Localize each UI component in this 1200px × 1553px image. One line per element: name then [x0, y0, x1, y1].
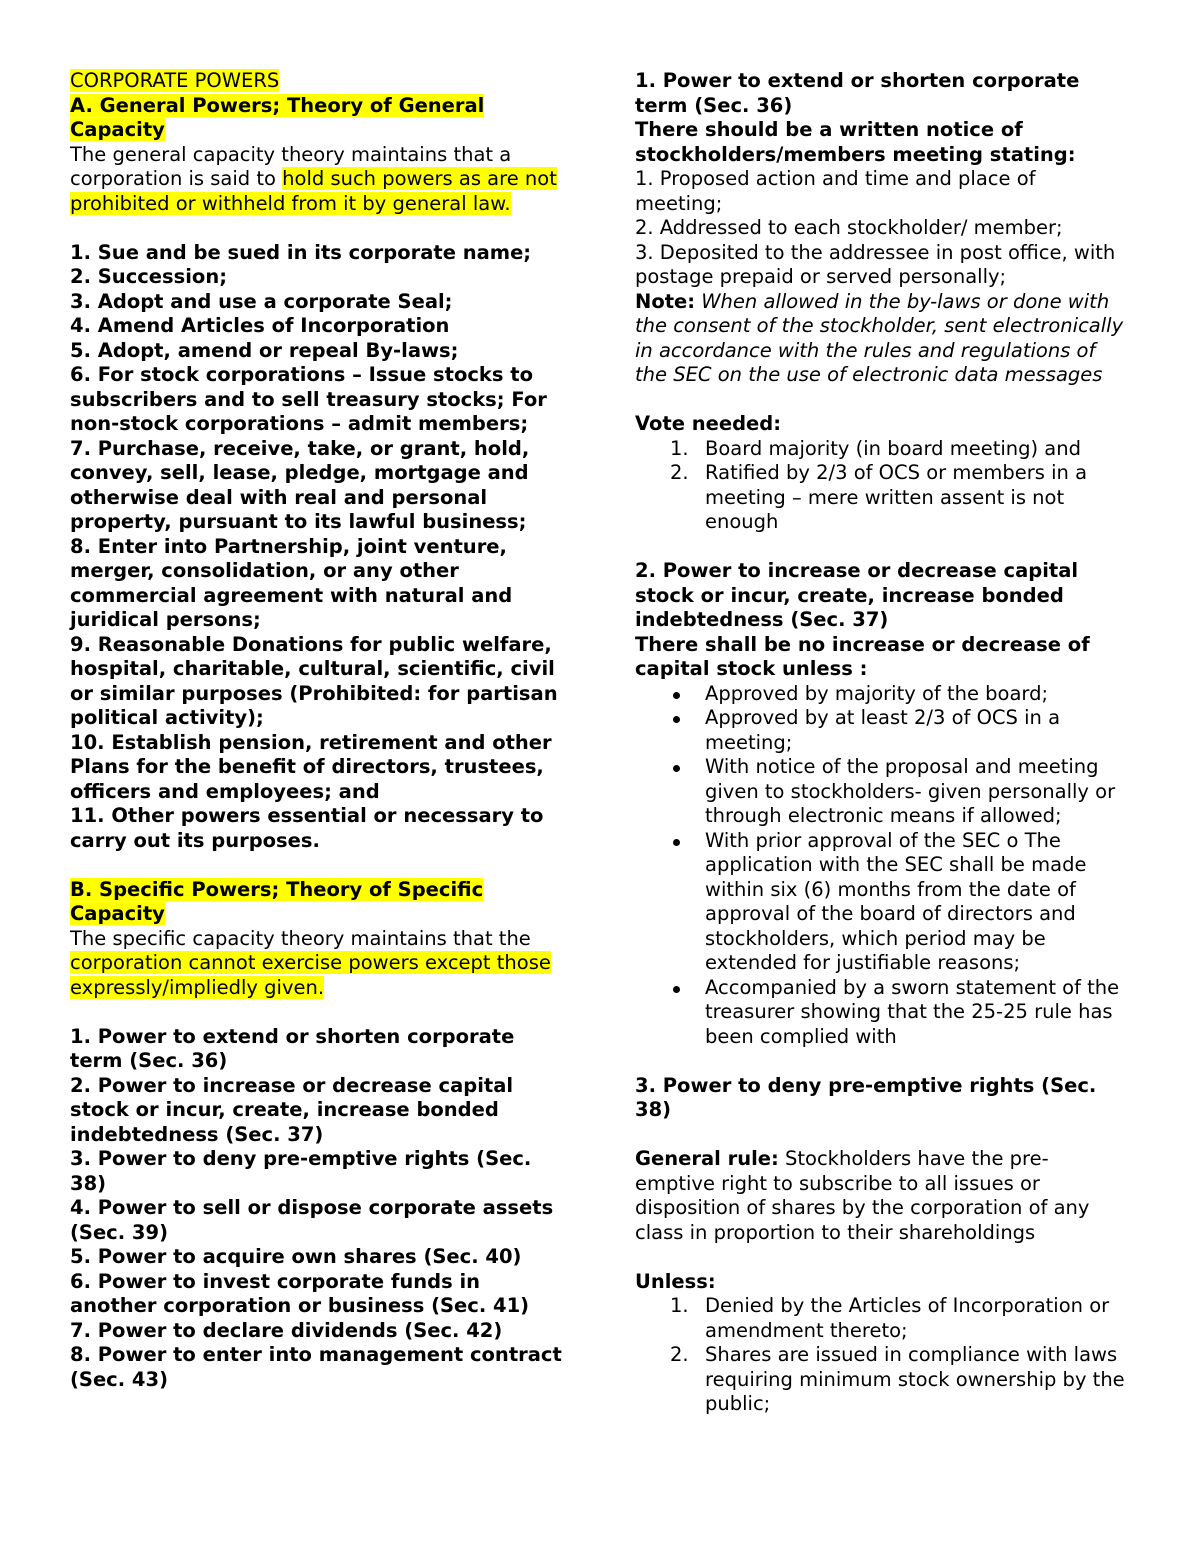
section-2-heading: 2. Power to increase or decrease capital [635, 559, 1079, 582]
list-marker: 1. [670, 436, 689, 460]
list-item: convey, sell, lease, pledge, mortgage and [70, 461, 529, 484]
bullet-text: been complied with [705, 1024, 897, 1048]
paragraph-line [70, 976, 580, 1001]
list-item: 7. Purchase, receive, take, or grant, hold, [70, 436, 530, 460]
list-item: 1. Sue and be sued in its corporate name; [70, 240, 532, 264]
section-3-heading-cont: 38) [635, 1098, 672, 1121]
notice-item: 2. Addressed to each stockholder/ member; [635, 216, 1063, 239]
note-label: Note: [635, 289, 696, 313]
list-item: political activity); [70, 706, 264, 729]
vote-item [635, 437, 1135, 462]
general-rule-line [635, 1147, 1135, 1172]
spacer [70, 216, 580, 241]
list-item: 38) [70, 1171, 107, 1195]
highlighted-text: expressly/impliedly given. [70, 975, 325, 999]
notice-item: 3. Deposited to the addressee in post office, with [635, 240, 1116, 264]
bullet-text: meeting; [705, 730, 793, 754]
note-text: the SEC on the use of electronic data messages [635, 363, 1103, 386]
list-marker: 2. [670, 461, 689, 484]
list-item: 7. Power to declare dividends (Sec. 42) [70, 1318, 503, 1342]
list-item: hospital, charitable, cultural, scientific, civil [70, 657, 555, 680]
bullet-text: application with the SEC shall be made [705, 853, 1087, 876]
list-item: 10. Establish pension, retirement and other [70, 730, 552, 754]
notice-requirement-cont: stockholders/members meeting stating: [635, 142, 1076, 166]
general-rule-text: Stockholders have the pre- [778, 1147, 1049, 1170]
notice-item: 1. Proposed action and time and place of [635, 167, 1036, 190]
list-text: public; [705, 1392, 771, 1415]
bullet-text: With prior approval of the SEC o The [705, 828, 1061, 852]
note-text: in accordance with the rules and regulations of [635, 338, 1096, 362]
list-item: indebtedness (Sec. 37) [70, 1122, 324, 1146]
spacer [635, 1049, 1135, 1074]
bullet-text: extended for justifiable reasons; [705, 951, 1021, 974]
vote-needed-label: Vote needed: [635, 412, 782, 435]
general-powers-list [70, 241, 580, 854]
paragraph-line [70, 192, 580, 217]
list-text: enough [705, 510, 779, 533]
bullet-text: stockholders, which period may be [705, 926, 1046, 950]
list-text: requiring minimum stock ownership by the [705, 1367, 1125, 1391]
list-item: (Sec. 43) [70, 1367, 168, 1391]
paragraph-line: The general capacity theory maintains that a [70, 142, 512, 166]
unless-item [635, 1294, 1135, 1343]
paragraph-line [70, 951, 580, 976]
list-item: 8. Power to enter into management contract [70, 1343, 562, 1366]
bullet-text: approval of the board of directors and [705, 902, 1076, 925]
list-item: 6. For stock corporations – Issue stocks to [70, 363, 533, 386]
bullet-text: within six (6) months from the date of [705, 877, 1076, 901]
right-column [635, 69, 1135, 1417]
bullet-item [635, 755, 1135, 829]
list-item: property, pursuant to its lawful business; [70, 510, 527, 533]
list-item: non-stock corporations – admit members; [70, 412, 529, 435]
list-text: Board majority (in board meeting) and [705, 436, 1081, 460]
unless-label: Unless: [635, 1269, 716, 1293]
general-rule-label: General rule: [635, 1147, 779, 1170]
list-text: Ratified by 2/3 of OCS or members in a [705, 461, 1088, 484]
section-a-heading-line-1 [70, 94, 580, 119]
section-1-heading-cont: term (Sec. 36) [635, 93, 793, 117]
specific-powers-list [70, 1025, 580, 1393]
spacer [70, 1000, 580, 1025]
list-item: 1. Power to extend or shorten corporate [70, 1024, 515, 1048]
bullet-item [635, 682, 1135, 707]
bullet-text: treasurer showing that the 25-25 rule has [705, 1000, 1113, 1023]
bullet-icon [673, 692, 680, 699]
list-item: (Sec. 39) [70, 1220, 168, 1244]
list-item: otherwise deal with real and personal [70, 485, 488, 509]
section-2-heading-cont: stock or incur, create, increase bonded [635, 583, 1064, 607]
bullet-text: Accompanied by a sworn statement of the [705, 975, 1120, 999]
section-1-heading: 1. Power to extend or shorten corporate [635, 69, 1080, 92]
general-rule-text: emptive right to subscribe to all issues or [635, 1171, 1040, 1195]
bullet-item [635, 829, 1135, 976]
bullet-icon [673, 765, 680, 772]
list-item: merger, consolidation, or any other [70, 559, 459, 582]
list-item: or similar purposes (Prohibited: for partisan [70, 681, 558, 705]
section-3-heading: 3. Power to deny pre-emptive rights (Sec. [635, 1073, 1097, 1097]
bullet-text: Approved by at least 2/3 of OCS in a [705, 706, 1061, 729]
spacer [635, 1245, 1135, 1270]
bullet-item [635, 706, 1135, 755]
list-marker: 2. [670, 1343, 689, 1366]
list-item: commercial agreement with natural and [70, 583, 513, 607]
section-2-heading-cont: indebtedness (Sec. 37) [635, 608, 889, 631]
bullet-item [635, 976, 1135, 1050]
section-a-heading-line-2 [70, 118, 580, 143]
highlighted-text: prohibited or withheld from it by general law. [70, 191, 511, 215]
general-rule-text: disposition of shares by the corporation of any [635, 1196, 1090, 1219]
notice-requirement: There should be a written notice of [635, 118, 1023, 141]
paragraph-line: The specific capacity theory maintains that the [70, 926, 531, 950]
section-b-heading-line-1 [70, 878, 580, 903]
list-item: officers and employees; and [70, 779, 380, 803]
list-text: meeting – mere written assent is not [705, 485, 1065, 509]
list-item: 2. Succession; [70, 265, 228, 288]
list-item: juridical persons; [70, 608, 261, 631]
general-rule-text: class in proportion to their shareholdings [635, 1220, 1036, 1244]
vote-item [635, 461, 1135, 535]
list-item: subscribers and to sell treasury stocks; For [70, 387, 547, 411]
highlighted-text: hold such powers as are not [282, 167, 557, 190]
list-item: 4. Power to sell or dispose corporate assets [70, 1196, 554, 1219]
left-column [70, 69, 580, 1392]
list-text: Denied by the Articles of Incorporation or [705, 1294, 1110, 1317]
note-text: When allowed in the by-laws or done with [695, 289, 1110, 313]
highlighted-text: corporation cannot exercise powers except those [70, 951, 551, 974]
bullet-text: Approved by majority of the board; [705, 681, 1049, 705]
note-text: the consent of the stockholder, sent electronically [635, 314, 1124, 337]
list-item: another corporation or business (Sec. 41) [70, 1294, 530, 1317]
list-item: carry out its purposes. [70, 828, 320, 852]
list-item: 5. Power to acquire own shares (Sec. 40) [70, 1245, 522, 1268]
section-b-heading: B. Specific Powers; Theory of Specific [70, 877, 484, 901]
section-a-heading-cont: Capacity [70, 118, 165, 141]
section-a-heading: A. General Powers; Theory of General [70, 93, 485, 117]
bullet-icon [673, 716, 680, 723]
bullet-text: through electronic means if allowed; [705, 804, 1062, 827]
bullet-text: given to stockholders- given personally or [705, 779, 1116, 803]
list-item: 9. Reasonable Donations for public welfare, [70, 632, 552, 656]
notice-item: postage prepaid or served personally; [635, 265, 1007, 288]
list-item: 6. Power to invest corporate funds in [70, 1269, 481, 1293]
list-item: 8. Enter into Partnership, joint venture, [70, 534, 507, 558]
list-item: 2. Power to increase or decrease capital [70, 1073, 514, 1097]
list-item: term (Sec. 36) [70, 1049, 228, 1072]
list-item: 3. Power to deny pre-emptive rights (Sec. [70, 1147, 532, 1170]
bullet-icon [673, 986, 680, 993]
spacer [635, 535, 1135, 560]
unless-item [635, 1343, 1135, 1417]
list-text: Shares are issued in compliance with laws [705, 1343, 1118, 1366]
capital-stock-rule-cont: capital stock unless : [635, 657, 868, 680]
bullet-icon [673, 839, 680, 846]
note-line [635, 290, 1135, 315]
spacer [635, 388, 1135, 413]
document-title: CORPORATE POWERS [70, 69, 280, 92]
list-item: 11. Other powers essential or necessary to [70, 804, 544, 827]
list-item: 5. Adopt, amend or repeal By-laws; [70, 338, 459, 362]
paragraph-line [70, 167, 580, 192]
spacer [635, 1123, 1135, 1148]
bullet-text: With notice of the proposal and meeting [705, 755, 1099, 778]
section-b-heading-line-2 [70, 902, 580, 927]
list-text: amendment thereto; [705, 1318, 908, 1342]
capital-stock-rule: There shall be no increase or decrease of [635, 632, 1090, 656]
notice-item: meeting; [635, 191, 723, 215]
list-item: 4. Amend Articles of Incorporation [70, 314, 450, 337]
list-item: 3. Adopt and use a corporate Seal; [70, 289, 453, 313]
title-line [70, 69, 580, 94]
spacer [70, 853, 580, 878]
list-item: stock or incur, create, increase bonded [70, 1098, 499, 1121]
text-run: corporation is said to [70, 167, 283, 190]
list-marker: 1. [670, 1294, 689, 1317]
section-b-heading-cont: Capacity [70, 902, 165, 925]
list-item: Plans for the benefit of directors, trustees, [70, 755, 544, 778]
